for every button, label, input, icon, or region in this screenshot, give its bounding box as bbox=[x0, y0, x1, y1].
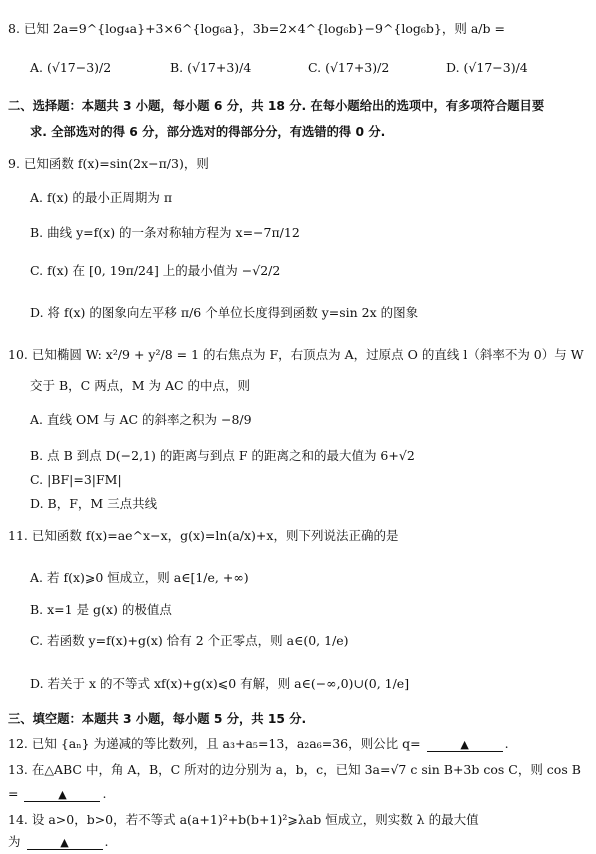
q14-prefix: 为 bbox=[8, 834, 21, 849]
q11-option-a: A. 若 f(x)⩾0 恒成立，则 a∈[1/e, +∞) bbox=[30, 570, 249, 585]
q12-line: 12. 已知 {aₙ} 为递减的等比数列，且 a₃+a₅=13，a₂a₆=36，则公比 q= ▲ . bbox=[8, 736, 509, 751]
q14-blank-marker: ▲ bbox=[60, 836, 69, 849]
q10-option-d: D. B，F，M 三点共线 bbox=[30, 496, 158, 511]
q10-stem-line1: 10. 已知椭圆 W: x²/9 + y²/8 = 1 的右焦点为 F，右顶点为 A，过原点 O 的直线 l（斜率不为 0）与 W bbox=[8, 347, 584, 362]
q12-answer-blank bbox=[427, 736, 503, 752]
section3-heading: 三、填空题：本题共 3 小题，每小题 5 分，共 15 分. bbox=[8, 712, 307, 726]
q11-option-d: D. 若关于 x 的不等式 xf(x)+g(x)⩽0 有解，则 a∈(−∞,0)∪(0, 1/e] bbox=[30, 676, 410, 691]
q9-option-b: B. 曲线 y=f(x) 的一条对称轴方程为 x=−7π/12 bbox=[30, 225, 300, 240]
q9-option-c: C. f(x) 在 [0, 19π/24] 上的最小值为 −√2/2 bbox=[30, 263, 281, 278]
q13-blank-marker: ▲ bbox=[58, 788, 67, 801]
q8-stem: 8. 已知 2a=9^{log₄a}+3×6^{log₆a}，3b=2×4^{log₆b}−9^{log₆b}，则 a/b = bbox=[8, 21, 505, 36]
q13-line2: = ▲ . bbox=[8, 786, 107, 801]
q8-option-d: D. (√17−3)/4 bbox=[446, 60, 528, 75]
q8-option-b: B. (√17+3)/4 bbox=[170, 60, 252, 75]
q11-option-c: C. 若函数 y=f(x)+g(x) 恰有 2 个正零点，则 a∈(0, 1/e) bbox=[30, 633, 349, 648]
q10-option-b: B. 点 B 到点 D(−2,1) 的距离与到点 F 的距离之和的最大值为 6+√2 bbox=[30, 448, 415, 463]
q11-option-b: B. x=1 是 g(x) 的极值点 bbox=[30, 602, 172, 617]
q14-answer-blank bbox=[27, 834, 103, 850]
section2-heading-line2: 求. 全部选对的得 6 分，部分选对的得部分分，有选错的得 0 分. bbox=[30, 125, 386, 139]
q12-blank-marker: ▲ bbox=[460, 738, 469, 751]
q10-option-a: A. 直线 OM 与 AC 的斜率之积为 −8/9 bbox=[30, 412, 252, 427]
q12-text: 12. 已知 {aₙ} 为递减的等比数列，且 a₃+a₅=13，a₂a₆=36，则公比 q= bbox=[8, 736, 421, 751]
q10-option-c: C. |BF|=3|FM| bbox=[30, 472, 122, 487]
q14-line1: 14. 设 a>0，b>0，若不等式 a(a+1)²+b(b+1)²⩾λab 恒成立，则实数 λ 的最大值 bbox=[8, 812, 479, 827]
q10-stem-line2: 交于 B，C 两点，M 为 AC 的中点，则 bbox=[30, 378, 251, 393]
q8-option-a: A. (√17−3)/2 bbox=[30, 60, 112, 75]
q13-answer-blank bbox=[24, 786, 100, 802]
q13-line1: 13. 在△ABC 中，角 A，B，C 所对的边分别为 a，b，c，已知 3a=√7 c sin B+3b cos C，则 cos B bbox=[8, 762, 581, 777]
q9-stem: 9. 已知函数 f(x)=sin(2x−π/3)，则 bbox=[8, 156, 209, 171]
q14-line2: 为 ▲ . bbox=[8, 834, 109, 849]
q9-option-a: A. f(x) 的最小正周期为 π bbox=[30, 190, 173, 205]
q9-option-d: D. 将 f(x) 的图象向左平移 π/6 个单位长度得到函数 y=sin 2x 的图象 bbox=[30, 305, 419, 320]
q11-stem: 11. 已知函数 f(x)=ae^x−x，g(x)=ln(a/x)+x，则下列说法正确的是 bbox=[8, 528, 399, 543]
q13-equals: = bbox=[8, 786, 19, 801]
q8-option-c: C. (√17+3)/2 bbox=[308, 60, 390, 75]
section2-heading-line1: 二、选择题：本题共 3 小题，每小题 6 分，共 18 分. 在每小题给出的选项中，有多项符合题目要 bbox=[8, 99, 545, 113]
